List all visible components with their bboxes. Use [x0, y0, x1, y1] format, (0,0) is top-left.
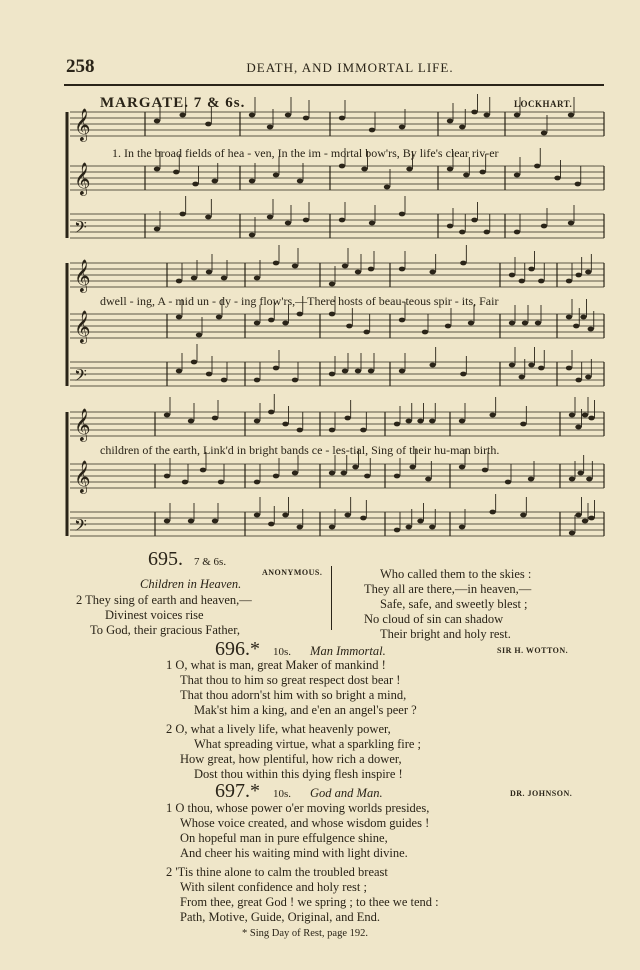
- hymn-696-author: SIR H. WOTTON.: [497, 646, 569, 655]
- note-head: [206, 372, 212, 377]
- footnote: * Sing Day of Rest, page 192.: [242, 928, 368, 939]
- note-head: [575, 378, 581, 383]
- note-head: [173, 170, 179, 175]
- hymn-696-v2-l4: Dost thou within this dying flesh inspire !: [194, 767, 403, 781]
- note-head: [212, 179, 218, 184]
- note-head: [339, 164, 345, 169]
- hymn-697-v1-l4: And cheer his waiting mind with light divine.: [180, 846, 408, 860]
- note-head: [355, 270, 361, 275]
- note-head: [417, 419, 423, 424]
- note-head: [273, 366, 279, 371]
- hymn-697-author: DR. JOHNSON.: [510, 789, 573, 798]
- note-head: [520, 513, 526, 518]
- note-head: [468, 321, 474, 326]
- note-head: [254, 321, 260, 326]
- note-head: [196, 333, 202, 338]
- hymn-696-v1-l2: That thou to him so great respect dost bear !: [180, 673, 401, 687]
- note-head: [505, 480, 511, 485]
- note-head: [268, 410, 274, 415]
- note-head: [254, 378, 260, 383]
- hymn-697-v2-l1: 2 'Tis thine alone to calm the troubled breast: [166, 865, 388, 879]
- note-head: [399, 369, 405, 374]
- note-head: [292, 378, 298, 383]
- note-head: [566, 315, 572, 320]
- hymn-696-v1-l4: Mak'st him a king, and e'en an angel's peer ?: [194, 703, 417, 717]
- note-head: [342, 369, 348, 374]
- note-head: [429, 419, 435, 424]
- note-head: [588, 416, 594, 421]
- hymn-696-v2-l3: How great, how plentiful, how rich a dower,: [180, 752, 402, 766]
- note-head: [580, 315, 586, 320]
- note-head: [363, 330, 369, 335]
- note-head: [577, 471, 583, 476]
- note-head: [425, 477, 431, 482]
- note-head: [399, 125, 405, 130]
- hymn-697-v2-l4: Path, Motive, Guide, Original, and End.: [180, 910, 380, 924]
- note-head: [273, 474, 279, 479]
- note-head: [566, 279, 572, 284]
- note-head: [179, 212, 185, 217]
- bass-clef-icon: 𝄢: [74, 515, 87, 539]
- hymn-695-author: ANONYMOUS.: [262, 568, 323, 577]
- note-head: [368, 369, 374, 374]
- note-head: [569, 477, 575, 482]
- note-head: [460, 372, 466, 377]
- note-head: [360, 516, 366, 521]
- note-head: [329, 372, 335, 377]
- running-title: DEATH, AND IMMORTAL LIFE.: [246, 60, 454, 75]
- note-head: [582, 519, 588, 524]
- note-head: [409, 465, 415, 470]
- note-head: [292, 471, 298, 476]
- note-head: [459, 465, 465, 470]
- note-head: [191, 360, 197, 365]
- note-head: [588, 327, 594, 332]
- note-head: [218, 480, 224, 485]
- note-head: [176, 279, 182, 284]
- note-head: [509, 273, 515, 278]
- note-head: [429, 525, 435, 530]
- note-head: [569, 531, 575, 536]
- note-head: [329, 312, 335, 317]
- note-head: [346, 324, 352, 329]
- note-head: [282, 321, 288, 326]
- note-head: [206, 270, 212, 275]
- note-head: [368, 267, 374, 272]
- note-head: [268, 318, 274, 323]
- note-head: [489, 510, 495, 515]
- note-head: [538, 366, 544, 371]
- note-head: [484, 230, 490, 235]
- note-head: [292, 264, 298, 269]
- note-head: [216, 315, 222, 320]
- treble-clef-icon: 𝄞: [74, 108, 91, 141]
- hymn-697-v2-l2: With silent confidence and holy rest ;: [180, 880, 367, 894]
- note-head: [188, 419, 194, 424]
- note-head: [406, 525, 412, 530]
- note-head: [164, 474, 170, 479]
- note-head: [182, 480, 188, 485]
- note-head: [535, 321, 541, 326]
- bass-clef-icon: 𝄢: [74, 217, 87, 241]
- note-head: [463, 173, 469, 178]
- note-head: [541, 224, 547, 229]
- note-head: [212, 416, 218, 421]
- note-head: [339, 116, 345, 121]
- note-head: [176, 369, 182, 374]
- hymn-695-line-4: Who called them to the skies :: [380, 567, 532, 581]
- note-head: [569, 413, 575, 418]
- note-head: [585, 375, 591, 380]
- treble-clef-icon: 𝄞: [74, 408, 91, 441]
- note-head: [154, 227, 160, 232]
- note-head: [344, 416, 350, 421]
- note-head: [329, 428, 335, 433]
- note-head: [192, 182, 198, 187]
- hymn-title: God and Man.: [310, 786, 383, 800]
- hymn-number: 695.: [148, 548, 183, 570]
- lyric-line-3: children of the earth, Link'd in bright bands ce - les-tial, Sing of their hu-man birth.: [100, 443, 500, 457]
- bass-clef-icon: 𝄢: [74, 365, 87, 389]
- note-head: [445, 324, 451, 329]
- note-head: [191, 276, 197, 281]
- note-head: [514, 113, 520, 118]
- note-head: [447, 167, 453, 172]
- hymn-696-v1-l1: 1 O, what is man, great Maker of mankind !: [166, 658, 386, 672]
- note-head: [267, 125, 273, 130]
- treble-clef-icon: 𝄞: [74, 460, 91, 493]
- note-head: [514, 173, 520, 178]
- note-head: [575, 425, 581, 430]
- note-head: [164, 519, 170, 524]
- note-head: [176, 315, 182, 320]
- note-head: [459, 419, 465, 424]
- note-head: [460, 261, 466, 266]
- note-head: [297, 312, 303, 317]
- hymn-695-line-5: They all are there,—in heaven,—: [364, 582, 532, 596]
- note-head: [267, 215, 273, 220]
- note-head: [447, 224, 453, 229]
- note-head: [484, 113, 490, 118]
- hymn-695-line-1: 2 They sing of earth and heaven,—: [76, 593, 252, 607]
- note-head: [528, 477, 534, 482]
- note-head: [582, 413, 588, 418]
- note-head: [514, 230, 520, 235]
- note-head: [212, 519, 218, 524]
- treble-clef-icon: 𝄞: [74, 162, 91, 195]
- note-head: [361, 167, 367, 172]
- column-divider: [331, 566, 332, 630]
- note-head: [341, 471, 347, 476]
- note-head: [575, 273, 581, 278]
- note-head: [406, 167, 412, 172]
- hymn-695-line-7: No cloud of sin can shadow: [364, 612, 504, 626]
- hymn-697-v2-l3: From thee, great God ! we spring ; to thee we tend :: [180, 895, 439, 909]
- note-head: [479, 170, 485, 175]
- note-head: [538, 279, 544, 284]
- note-head: [459, 125, 465, 130]
- note-head: [339, 218, 345, 223]
- note-head: [566, 366, 572, 371]
- note-head: [568, 113, 574, 118]
- note-head: [588, 516, 594, 521]
- note-head: [394, 528, 400, 533]
- hymn-696-v1-l3: That thou adorn'st him with so bright a mind,: [180, 688, 407, 702]
- hymn-697-v1-l1: 1 O thou, whose power o'er moving worlds presides,: [166, 801, 430, 815]
- note-head: [509, 363, 515, 368]
- hymn-number: 697.*: [215, 780, 260, 802]
- note-head: [154, 119, 160, 124]
- note-head: [273, 261, 279, 266]
- note-head: [364, 474, 370, 479]
- note-head: [519, 375, 525, 380]
- hymn-697-v1-l2: Whose voice created, and whose wisdom guides !: [180, 816, 430, 830]
- note-head: [459, 230, 465, 235]
- tune-composer: LOCKHART.: [514, 99, 573, 109]
- note-head: [254, 419, 260, 424]
- note-head: [394, 422, 400, 427]
- note-head: [205, 122, 211, 127]
- hymn-695-number: [148, 548, 226, 571]
- note-head: [254, 480, 260, 485]
- note-head: [509, 321, 515, 326]
- note-head: [519, 279, 525, 284]
- note-head: [429, 270, 435, 275]
- hymn-696-v2-l1: 2 O, what a lively life, what heavenly power,: [166, 722, 391, 736]
- note-head: [285, 221, 291, 226]
- note-head: [575, 513, 581, 518]
- note-head: [406, 419, 412, 424]
- note-head: [273, 173, 279, 178]
- note-head: [282, 513, 288, 518]
- hymn-697-v1-l3: On hopeful man in pure effulgence shine,: [180, 831, 388, 845]
- note-head: [447, 119, 453, 124]
- page-number: 258: [66, 56, 95, 77]
- lyric-line-1: 1. In the broad fields of hea - ven, In the im - mortal bow'rs, By life's clear riv-er: [112, 146, 499, 160]
- lyric-line-2: dwell - ing, A - mid un - dy - ing flow'rs,—There hosts of beau-teous spir - its, Fair: [100, 294, 499, 308]
- note-head: [303, 116, 309, 121]
- note-head: [329, 525, 335, 530]
- note-head: [154, 167, 160, 172]
- hymn-meter: 7 & 6s.: [194, 556, 227, 568]
- note-head: [164, 413, 170, 418]
- note-head: [417, 519, 423, 524]
- hymn-695-line-2: Divinest voices rise: [105, 608, 204, 622]
- note-head: [534, 164, 540, 169]
- note-head: [352, 465, 358, 470]
- hymn-meter: 10s.: [273, 788, 292, 800]
- note-head: [471, 110, 477, 115]
- note-head: [342, 264, 348, 269]
- note-head: [329, 471, 335, 476]
- note-head: [422, 330, 428, 335]
- note-head: [282, 422, 288, 427]
- note-head: [399, 267, 405, 272]
- note-head: [575, 182, 581, 187]
- note-head: [329, 282, 335, 287]
- note-head: [384, 185, 390, 190]
- note-head: [585, 270, 591, 275]
- note-head: [249, 113, 255, 118]
- note-head: [482, 468, 488, 473]
- treble-clef-icon: 𝄞: [74, 259, 91, 292]
- note-head: [522, 321, 528, 326]
- note-head: [369, 221, 375, 226]
- note-head: [399, 318, 405, 323]
- note-head: [429, 363, 435, 368]
- note-head: [249, 179, 255, 184]
- tune-name: MARGATE.: [100, 95, 189, 111]
- note-head: [528, 363, 534, 368]
- note-head: [528, 267, 534, 272]
- note-head: [554, 176, 560, 181]
- note-head: [297, 525, 303, 530]
- note-head: [285, 113, 291, 118]
- note-head: [188, 519, 194, 524]
- hymn-696-v2-l2: What spreading virtue, what a sparkling fire ;: [194, 737, 422, 751]
- note-head: [573, 324, 579, 329]
- note-head: [369, 128, 375, 133]
- note-head: [249, 233, 255, 238]
- note-head: [200, 468, 206, 473]
- note-head: [297, 179, 303, 184]
- note-head: [394, 474, 400, 479]
- note-head: [179, 113, 185, 118]
- hymn-695-line-3: To God, their gracious Father,: [90, 623, 240, 637]
- hymn-695-title: Children in Heaven.: [140, 577, 242, 591]
- note-head: [254, 513, 260, 518]
- note-head: [303, 218, 309, 223]
- note-head: [399, 212, 405, 217]
- treble-clef-icon: 𝄞: [74, 310, 91, 343]
- hymn-number: 696.*: [215, 638, 260, 660]
- note-head: [205, 215, 211, 220]
- note-head: [360, 428, 366, 433]
- note-head: [221, 276, 227, 281]
- note-head: [268, 522, 274, 527]
- tune-meter: 7 & 6s.: [193, 95, 246, 111]
- note-head: [221, 378, 227, 383]
- note-head: [586, 477, 592, 482]
- note-head: [568, 221, 574, 226]
- note-head: [489, 413, 495, 418]
- hymn-title: Man Immortal.: [310, 644, 386, 658]
- hymn-695-line-6: Safe, safe, and sweetly blest ;: [380, 597, 528, 611]
- note-head: [471, 218, 477, 223]
- note-head: [541, 131, 547, 136]
- hymn-695-line-8: Their bright and holy rest.: [380, 627, 511, 641]
- note-head: [344, 513, 350, 518]
- note-head: [520, 422, 526, 427]
- note-head: [254, 276, 260, 281]
- note-head: [459, 525, 465, 530]
- hymn-meter: 10s.: [273, 646, 292, 658]
- note-head: [297, 428, 303, 433]
- note-head: [355, 369, 361, 374]
